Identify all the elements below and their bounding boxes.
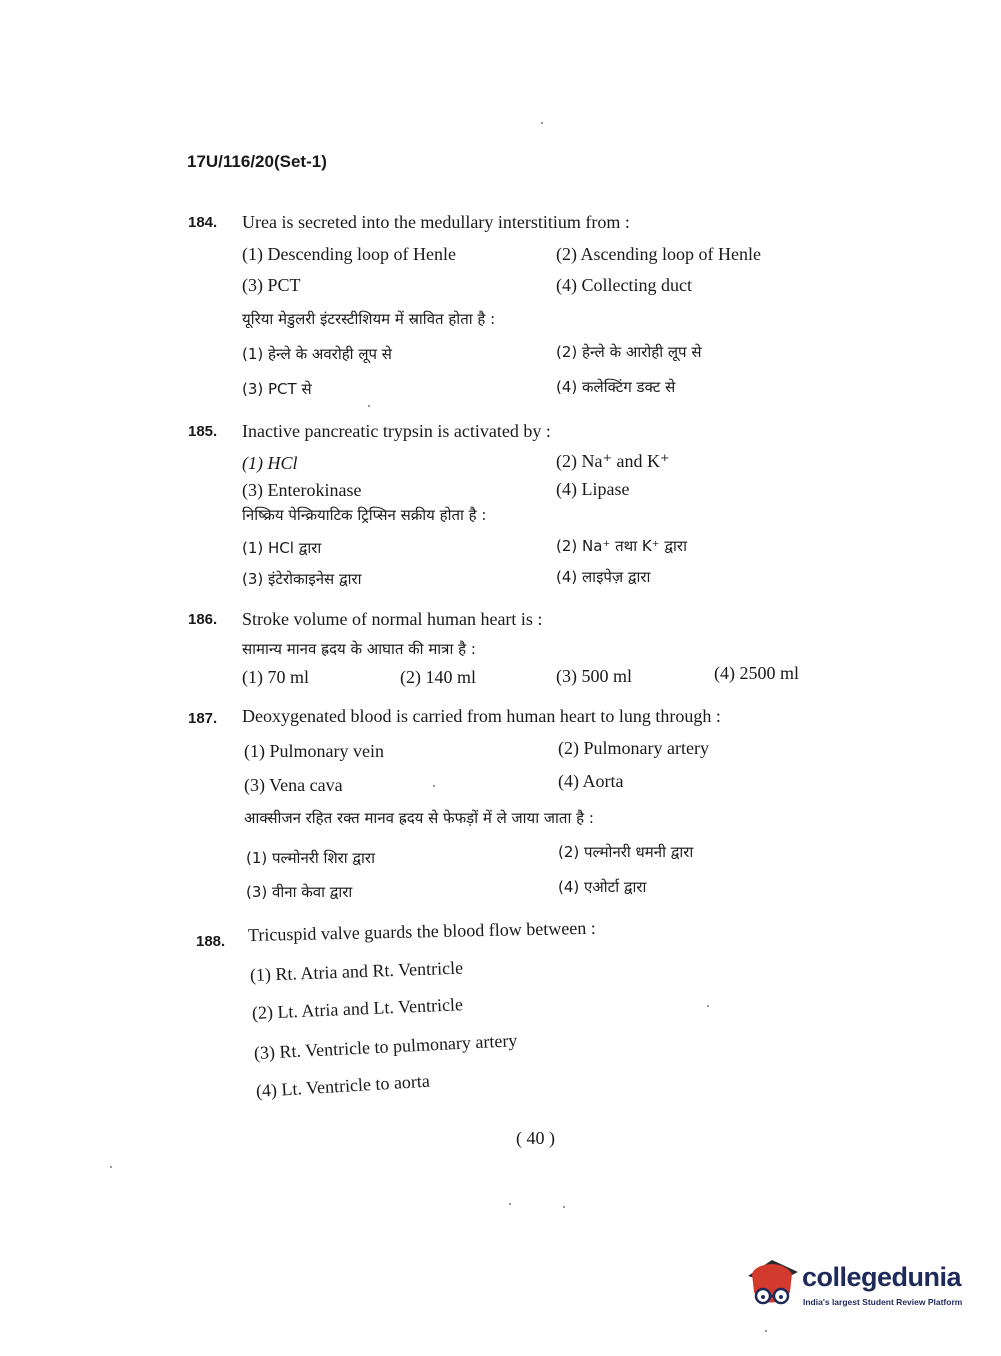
question-text-en: Inactive pancreatic trypsin is activated by : [242,421,551,441]
question-text-en: Stroke volume of normal human heart is : [242,609,543,629]
option-en-4: (4) Aorta [558,771,624,791]
option-hi-4: (4) लाइपेज़ द्वारा [556,568,651,586]
option-en-2: (2) Lt. Atria and Lt. Ventricle [251,994,464,1023]
question-text-en: Urea is secreted into the medullary interstitium from : [242,212,630,232]
option-en-3: (3) Vena cava [244,775,343,795]
question-number: 184. [188,214,218,231]
option-en-4: (4) Collecting duct [556,275,692,295]
option-4: (4) 2500 ml [714,663,799,683]
logo-tagline: India's largest Student Review Platform [803,1297,963,1307]
mascot-icon [742,1252,802,1316]
question-text-hi: यूरिया मेडुलरी इंटरस्टीशियम में स्रावित होता है : [242,310,496,328]
option-en-3: (3) Rt. Ventricle to pulmonary artery [253,1030,518,1063]
question-number: 185. [188,423,218,440]
option-3: (3) 500 ml [556,666,632,686]
option-en-1: (1) HCl [242,453,298,473]
option-hi-2: (2) पल्मोनरी धमनी द्वारा [558,843,694,861]
option-en-4: (4) Lt. Ventricle to aorta [255,1070,431,1101]
option-en-3: (3) Enterokinase [242,480,362,500]
page-number: ( 40 ) [516,1128,555,1148]
option-hi-2: (2) Na⁺ तथा K⁺ द्वारा [556,537,687,555]
option-en-4: (4) Lipase [556,479,630,499]
option-2: (2) 140 ml [400,667,476,687]
option-hi-2: (2) हेन्ले के आरोही लूप से [556,343,702,361]
option-en-1: (1) Descending loop of Henle [242,244,456,264]
option-hi-3: (3) इंटेरोकाइनेस द्वारा [242,570,362,588]
paper-code: 17U/116/20(Set-1) [187,152,327,171]
option-hi-1: (1) पल्मोनरी शिरा द्वारा [246,849,375,867]
question-number: 187. [188,710,218,727]
option-en-1: (1) Pulmonary vein [244,741,384,761]
collegedunia-logo [742,1252,972,1316]
question-text-en: Deoxygenated blood is carried from human heart to lung through : [242,706,721,726]
question-number: 186. [188,611,218,628]
question-text-hi: सामान्य मानव ह्रदय के आघात की मात्रा है : [242,640,476,658]
option-hi-3: (3) वीना केवा द्वारा [246,883,353,901]
option-1: (1) 70 ml [242,667,309,687]
option-en-2: (2) Pulmonary artery [558,738,709,758]
option-hi-4: (4) एओर्टा द्वारा [558,878,647,896]
question-text-hi: आक्सीजन रहित रक्त मानव ह्रदय से फेफड़ों में ले जाया जाता है : [244,809,594,827]
option-en-1: (1) Rt. Atria and Rt. Ventricle [249,957,464,985]
option-en-3: (3) PCT [242,275,301,295]
option-hi-4: (4) कलेक्टिंग डक्ट से [556,378,676,396]
option-hi-1: (1) HCl द्वारा [242,539,322,557]
option-en-2: (2) Ascending loop of Henle [556,244,761,264]
question-text-hi: निष्क्रिय पेन्क्रियाटिक ट्रिप्सिन सक्रीय होता है : [242,506,487,524]
question-text-en: Tricuspid valve guards the blood flow between : [247,917,596,945]
option-hi-1: (1) हेन्ले के अवरोही लूप से [242,345,392,363]
option-hi-3: (3) PCT से [242,380,312,398]
logo-wordmark: collegedunia [802,1262,962,1292]
question-number: 188. [196,933,226,950]
option-en-2: (2) Na⁺ and K⁺ [556,451,670,471]
